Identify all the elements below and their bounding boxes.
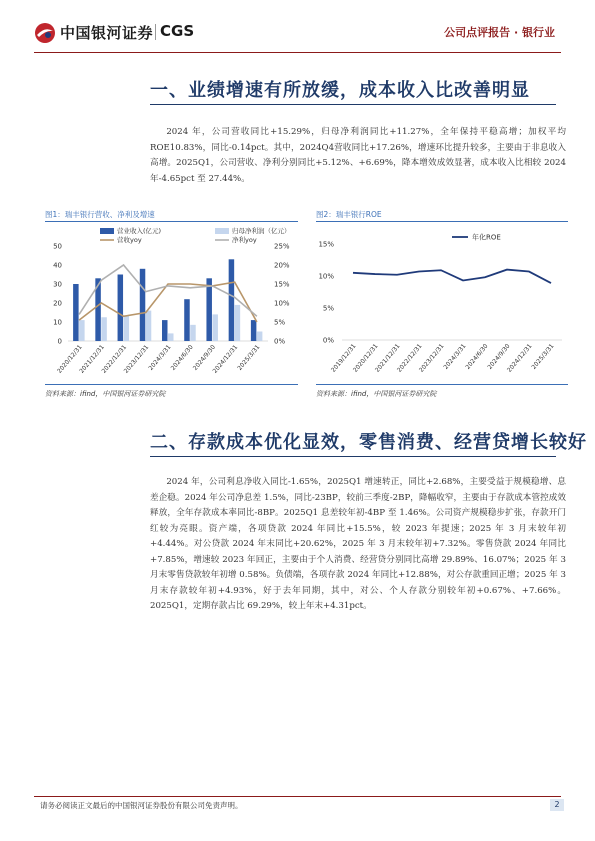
figure2-chart bbox=[312, 224, 570, 380]
x-tick-label: 2020/12/31 bbox=[56, 343, 84, 375]
y-tick-label: 15% bbox=[318, 240, 334, 249]
y-tick-label: 0% bbox=[322, 336, 334, 345]
bar-revenue bbox=[206, 278, 212, 341]
bar-revenue bbox=[229, 259, 235, 341]
bar-revenue bbox=[118, 275, 124, 342]
legend-swatch bbox=[100, 228, 114, 234]
y-tick-label: 5% bbox=[322, 304, 334, 313]
page-number: 2 bbox=[550, 799, 564, 811]
section2-title: 二、存款成本优化显效，零售消费、经营贷增长较好 bbox=[150, 432, 587, 453]
section1-paragraph: 2024 年，公司营收同比+15.29%，归母净利润同比+11.27%，全年保持平稳高增；加权平均 ROE10.83%，同比-0.14pct。其中，2024Q4营收同比+17.26%，增速环比提升较多，主要由于非息收入高增。2025Q1，公司营收、净利分别同比+5.12%、+6.69%，降本增效成效显著，成本收入比相较 2024 年-4.65pct 至 27.44%。 bbox=[150, 127, 566, 184]
x-tick-label: 2024/3/31 bbox=[442, 342, 468, 371]
x-tick-label: 2025/3/31 bbox=[236, 343, 262, 372]
figure1-title: 图1：瑞丰银行营收、净利及增速 bbox=[45, 210, 155, 219]
legend-label: 营业收入(亿元) bbox=[117, 227, 162, 235]
y-left-tick-label: 0 bbox=[57, 337, 62, 346]
x-tick-label: 2021/12/31 bbox=[78, 343, 106, 375]
y-right-tick-label: 5% bbox=[274, 318, 286, 327]
x-tick-label: 2020/12/31 bbox=[351, 342, 380, 374]
section2-rule bbox=[150, 456, 556, 457]
bar-revenue bbox=[73, 284, 79, 341]
x-tick-label: 2022/12/31 bbox=[395, 342, 424, 374]
bar-revenue bbox=[162, 320, 168, 341]
bar-net-profit bbox=[101, 317, 107, 341]
x-tick-label: 2024/9/30 bbox=[191, 343, 217, 372]
y-right-tick-label: 15% bbox=[274, 280, 290, 289]
bar-net-profit bbox=[190, 325, 196, 341]
brand-name: 中国银河证券 bbox=[60, 24, 154, 42]
report-type: 公司点评报告 · 银行业 bbox=[444, 26, 555, 39]
legend-swatch bbox=[215, 228, 229, 234]
bar-net-profit bbox=[124, 315, 130, 341]
x-tick-label: 2023/12/31 bbox=[122, 343, 151, 375]
x-tick-label: 2019/12/31 bbox=[329, 342, 358, 374]
y-right-tick-label: 10% bbox=[274, 299, 290, 308]
x-tick-label: 2021/12/31 bbox=[373, 342, 402, 374]
header-rule bbox=[34, 52, 561, 53]
section2-paragraph: 2024 年，公司利息净收入同比-1.65%，2025Q1 增速转正，同比+2.68%，主要受益于规模稳增、息差企稳。2024 年公司净息差 1.5%，同比-23BP，较前三季度-2BP，降幅收窄，主要由于存款成本管控成效释放，全年存款成本率同比-8BP。2025Q1 息差较年初-4BP 至 1.46%。公司资产规模稳步扩张，存款开门红较为亮眼。资产端，各项贷款 2024 年同比+15.5%，较 2023 年提速；2025 年 3 月末较年初+4.44%。对公贷款 2024 年末同比+20.62%，2025 年 3 月末较年初+7.32%。零售贷款 2024 年同比+7.85%，增速较 2023 年回正，主要由于个人消费、经营贷分别同比高增 29.89%、16.07%；2025 年 3 月末零售贷款较年初增 0.58%。负债端，各项存款 2024 年同比+12.88%，对公存款重回正增；2025 年 3 月末存款较年初+4.93%，好于去年同期，其中，对公、个人存款分别较年初+0.67%、+7.66%。2025Q1，定期存款占比 69.29%，较上年末+4.31pct。 bbox=[150, 477, 566, 611]
footer-rule bbox=[34, 796, 561, 797]
section1-rule bbox=[150, 104, 556, 105]
y-right-tick-label: 25% bbox=[274, 242, 290, 251]
y-tick-label: 10% bbox=[318, 272, 334, 281]
bar-revenue bbox=[140, 269, 146, 341]
figure1-chart bbox=[40, 224, 302, 380]
figure2-title: 图2：瑞丰银行ROE bbox=[316, 210, 382, 219]
brand-abbr: CGS bbox=[160, 22, 195, 40]
bar-net-profit bbox=[212, 314, 218, 341]
x-tick-label: 2024/3/31 bbox=[147, 343, 173, 372]
legend-label: 年化ROE bbox=[472, 233, 501, 242]
y-left-tick-label: 40 bbox=[53, 261, 62, 270]
figure2-rule bbox=[316, 221, 568, 222]
x-tick-label: 2022/12/31 bbox=[100, 343, 129, 375]
legend-label: 归母净利润（亿元） bbox=[232, 227, 291, 235]
galaxy-logo-icon bbox=[34, 22, 56, 44]
figure1-source: 资料来源：ifind，中国银河证券研究院 bbox=[45, 390, 166, 398]
y-left-tick-label: 20 bbox=[53, 299, 62, 308]
x-tick-label: 2024/12/31 bbox=[505, 342, 534, 374]
bar-revenue bbox=[251, 320, 257, 341]
figure1-bottom-rule bbox=[45, 384, 298, 385]
line-roe bbox=[353, 270, 551, 283]
x-tick-label: 2023/12/31 bbox=[417, 342, 446, 374]
x-tick-label: 2024/12/31 bbox=[211, 343, 240, 375]
legend-label: 营收yoy bbox=[117, 236, 142, 244]
bar-net-profit bbox=[257, 332, 263, 342]
x-tick-label: 2025/3/31 bbox=[530, 342, 556, 371]
bar-net-profit bbox=[235, 305, 241, 341]
x-tick-label: 2024/9/30 bbox=[486, 342, 512, 371]
y-left-tick-label: 10 bbox=[53, 318, 62, 327]
figure1-rule bbox=[45, 221, 298, 222]
figure2-source: 资料来源：ifind，中国银河证券研究院 bbox=[316, 390, 437, 398]
x-tick-label: 2024/6/30 bbox=[169, 343, 195, 372]
bar-net-profit bbox=[168, 333, 174, 341]
x-tick-label: 2024/6/30 bbox=[464, 342, 490, 371]
section1-title: 一、业绩增速有所放缓，成本收入比改善明显 bbox=[150, 80, 530, 101]
y-right-tick-label: 0% bbox=[274, 337, 286, 346]
y-left-tick-label: 50 bbox=[53, 242, 62, 251]
figure2-bottom-rule bbox=[316, 384, 568, 385]
bar-net-profit bbox=[79, 320, 85, 341]
footer-disclaimer: 请务必阅读正文最后的中国银河证券股份有限公司免责声明。 bbox=[40, 801, 243, 810]
y-right-tick-label: 20% bbox=[274, 261, 290, 270]
legend-label: 净利yoy bbox=[232, 236, 257, 244]
bar-revenue bbox=[184, 299, 190, 341]
logo-divider bbox=[155, 24, 156, 40]
page-header bbox=[0, 0, 595, 58]
bar-net-profit bbox=[146, 311, 152, 341]
y-left-tick-label: 30 bbox=[53, 280, 62, 289]
